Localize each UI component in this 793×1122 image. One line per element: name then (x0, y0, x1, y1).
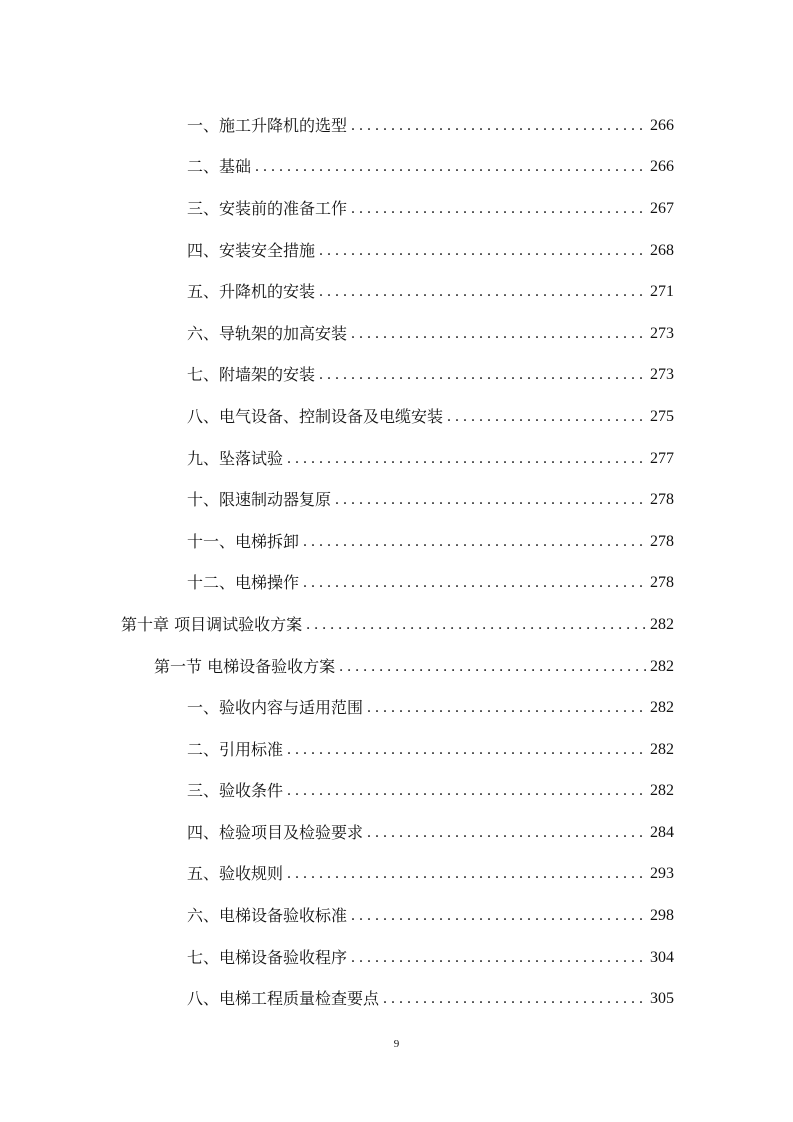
toc-entry-title: 六、电梯设备验收标准 (187, 906, 348, 926)
toc-entry[interactable] (0, 937, 793, 979)
toc-entry-title: 三、验收条件 (187, 781, 284, 801)
toc-entry-page: 266 (650, 158, 674, 176)
toc-entry[interactable] (0, 271, 793, 313)
toc-entry-page: 298 (650, 907, 674, 925)
toc-entry-page: 282 (650, 699, 674, 717)
toc-entry[interactable] (0, 729, 793, 771)
toc-entry-page: 275 (650, 407, 674, 425)
dot-leader (367, 697, 646, 719)
toc-entry-title: 六、导轨架的加高安装 (187, 323, 348, 343)
toc-entry-title: 九、坠落试验 (187, 448, 284, 468)
dot-leader (287, 780, 646, 802)
toc-entry-page: 282 (650, 740, 674, 758)
toc-entry-page: 273 (650, 324, 674, 342)
dot-leader (447, 406, 646, 428)
toc-entry-page: 271 (650, 283, 674, 301)
toc-entry[interactable] (0, 563, 793, 605)
toc-entry-title: 一、验收内容与适用范围 (187, 698, 364, 718)
toc-entry[interactable] (0, 687, 793, 729)
dot-leader (383, 988, 646, 1010)
toc-entry[interactable] (0, 230, 793, 272)
toc-entry[interactable] (0, 355, 793, 397)
toc-entry[interactable] (0, 313, 793, 355)
toc-entry-title: 十二、电梯操作 (187, 573, 300, 593)
toc-entry-title: 第一节 电梯设备验收方案 (154, 656, 336, 676)
dot-leader (303, 531, 646, 553)
dot-leader (367, 822, 646, 844)
toc-entry-title: 八、电梯工程质量检查要点 (187, 989, 380, 1009)
toc-entry[interactable] (0, 396, 793, 438)
dot-leader (287, 739, 646, 761)
dot-leader (306, 614, 646, 636)
toc-entry-page: 277 (650, 449, 674, 467)
toc-entry-page: 278 (650, 574, 674, 592)
toc-entry-title: 二、引用标准 (187, 739, 284, 759)
toc-entry-page: 305 (650, 990, 674, 1008)
toc-entry[interactable] (0, 978, 793, 1020)
dot-leader (319, 240, 646, 262)
toc-entry-page: 273 (650, 366, 674, 384)
toc-entry-title: 七、电梯设备验收程序 (187, 947, 348, 967)
dot-leader (351, 323, 646, 345)
dot-leader (351, 198, 646, 220)
toc-entry[interactable] (0, 147, 793, 189)
dot-leader (351, 905, 646, 927)
toc-entry-title: 八、电气设备、控制设备及电缆安装 (187, 406, 444, 426)
toc-entry-title: 一、施工升降机的选型 (187, 115, 348, 135)
toc-entry[interactable] (0, 771, 793, 813)
toc-entry[interactable] (0, 854, 793, 896)
dot-leader (287, 863, 646, 885)
dot-leader (351, 115, 646, 137)
dot-leader (319, 281, 646, 303)
dot-leader (303, 572, 646, 594)
toc-entry-title: 四、安装安全措施 (187, 240, 316, 260)
toc-entry[interactable] (0, 812, 793, 854)
dot-leader (287, 448, 646, 470)
toc-entry[interactable] (0, 895, 793, 937)
toc-entry-page: 282 (650, 615, 674, 633)
toc-entry-page: 304 (650, 948, 674, 966)
toc-entry-page: 282 (650, 782, 674, 800)
toc-entry-page: 284 (650, 823, 674, 841)
dot-leader (319, 364, 646, 386)
dot-leader (339, 656, 646, 678)
toc-entry[interactable] (0, 479, 793, 521)
toc-entry-title: 第十章 项目调试验收方案 (121, 614, 303, 634)
toc-entry-title: 二、基础 (187, 157, 252, 177)
toc-entry-page: 282 (650, 657, 674, 675)
toc-entry-page: 268 (650, 241, 674, 259)
toc-entry-title: 五、升降机的安装 (187, 282, 316, 302)
toc-entry[interactable] (0, 646, 793, 688)
toc-entry-title: 七、附墙架的安装 (187, 365, 316, 385)
toc-entry[interactable] (0, 604, 793, 646)
toc-entry[interactable] (0, 521, 793, 563)
dot-leader (335, 489, 646, 511)
toc-entry-page: 267 (650, 199, 674, 217)
toc-entry-title: 三、安装前的准备工作 (187, 198, 348, 218)
toc-entry-title: 十一、电梯拆卸 (187, 531, 300, 551)
toc-entry-page: 278 (650, 491, 674, 509)
dot-leader (351, 947, 646, 969)
toc-entry-page: 278 (650, 532, 674, 550)
toc-entry-page: 293 (650, 865, 674, 883)
toc-entry-title: 五、验收规则 (187, 864, 284, 884)
toc-entry[interactable] (0, 105, 793, 147)
toc-entry-page: 266 (650, 116, 674, 134)
page-number: 9 (393, 1038, 400, 1050)
toc-entry[interactable] (0, 188, 793, 230)
toc-entry-title: 四、检验项目及检验要求 (187, 822, 364, 842)
dot-leader (255, 156, 646, 178)
toc-entry[interactable] (0, 438, 793, 480)
table-of-contents (0, 105, 793, 1020)
toc-entry-title: 十、限速制动器复原 (187, 490, 332, 510)
